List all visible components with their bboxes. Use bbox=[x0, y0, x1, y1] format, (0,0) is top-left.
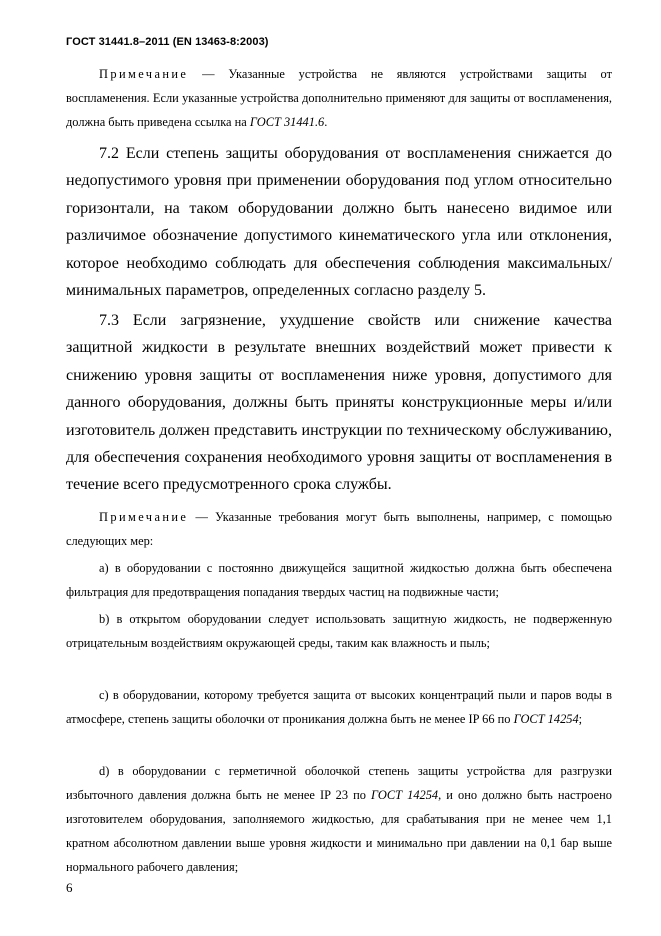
list-item-d-text: d) в оборудовании с герметичной оболочкой степень защиты устройства для разгрузки избыточного давления должна быть не менее IP 23 по bbox=[66, 764, 612, 802]
list-item-c bbox=[66, 683, 612, 731]
list-item-a: а) в оборудовании с постоянно движущейся защитной жидкостью должна быть обеспечена фильтрация для предотвращения попадания твердых частиц на подвижные части; bbox=[66, 561, 612, 599]
list-item-c-text-end: ; bbox=[578, 712, 583, 726]
list-item-d bbox=[66, 759, 612, 879]
list-item-c-reference: ГОСТ 14254 bbox=[513, 712, 579, 726]
note-2 bbox=[66, 505, 612, 553]
note-1-text: Указанные устройства не являются устройствами защиты от воспламенения. Если указанные устройства дополнительно применяют для защиты от воспламенения, должна быть приведена ссылка на bbox=[66, 67, 612, 129]
note-1-reference: ГОСТ 31441.6 bbox=[249, 115, 325, 129]
note-2-dash: — bbox=[188, 510, 216, 524]
note-2-text: Указанные требования могут быть выполнены, например, с помощью следующих мер: bbox=[66, 510, 612, 548]
note-2-label: Примечание bbox=[99, 510, 189, 524]
list-item-c-text: с) в оборудовании, которому требуется защита от высоких концентраций пыли и паров воды в атмосфере, степень защиты оболочки от проникания должна быть не менее IP 66 по bbox=[66, 688, 612, 726]
note-1-label: Примечание bbox=[99, 67, 189, 81]
note-1-dash: — bbox=[188, 67, 229, 81]
note-1 bbox=[66, 62, 612, 134]
clause-7-2: 7.2 Если степень защиты оборудования от воспламенения снижается до недопустимого уровня при применении оборудования под углом относительно горизонтали, на таком оборудовании должно быть нанесено видимое или различимое обозначение допустимого кинематического угла или отклонения, которое необходимо соблюдать для обеспечения соблюдения максимальных/минимальных параметров, определенных согласно разделу 5. bbox=[66, 145, 612, 300]
list-item-d-text-end: , и оно должно быть настроено изготовителем оборудования, заполняемого жидкостью, для срабатывания при не менее чем 1,1 кратном абсолютном давлении выше уровня жидкости и минимально при давлении на 0,1 бар выше нормального рабочего давления; bbox=[66, 788, 612, 874]
list-item-b: b) в открытом оборудовании следует использовать защитную жидкость, не подверженную отрицательным воздействиям окружающей среды, таким как влажность и пыль; bbox=[66, 612, 612, 650]
note-1-text-end: . bbox=[324, 115, 328, 129]
document-header: ГОСТ 31441.8–2011 (EN 13463-8:2003) bbox=[66, 36, 269, 48]
page-number: 6 bbox=[66, 880, 73, 895]
list-item-d-reference: ГОСТ 14254 bbox=[371, 788, 439, 802]
clause-7-3: 7.3 Если загрязнение, ухудшение свойств или снижение качества защитной жидкости в результате внешних воздействий может привести к снижению уровня защиты от воспламенения ниже уровня, допустимого для данного оборудования, должны быть приняты конструкционные меры и/или изготовитель должен представить инструкции по техническому обслуживанию, для обеспечения сохранения необходимого уровня защиты от воспламенения в течение всего предусмотренного срока службы. bbox=[66, 312, 612, 494]
